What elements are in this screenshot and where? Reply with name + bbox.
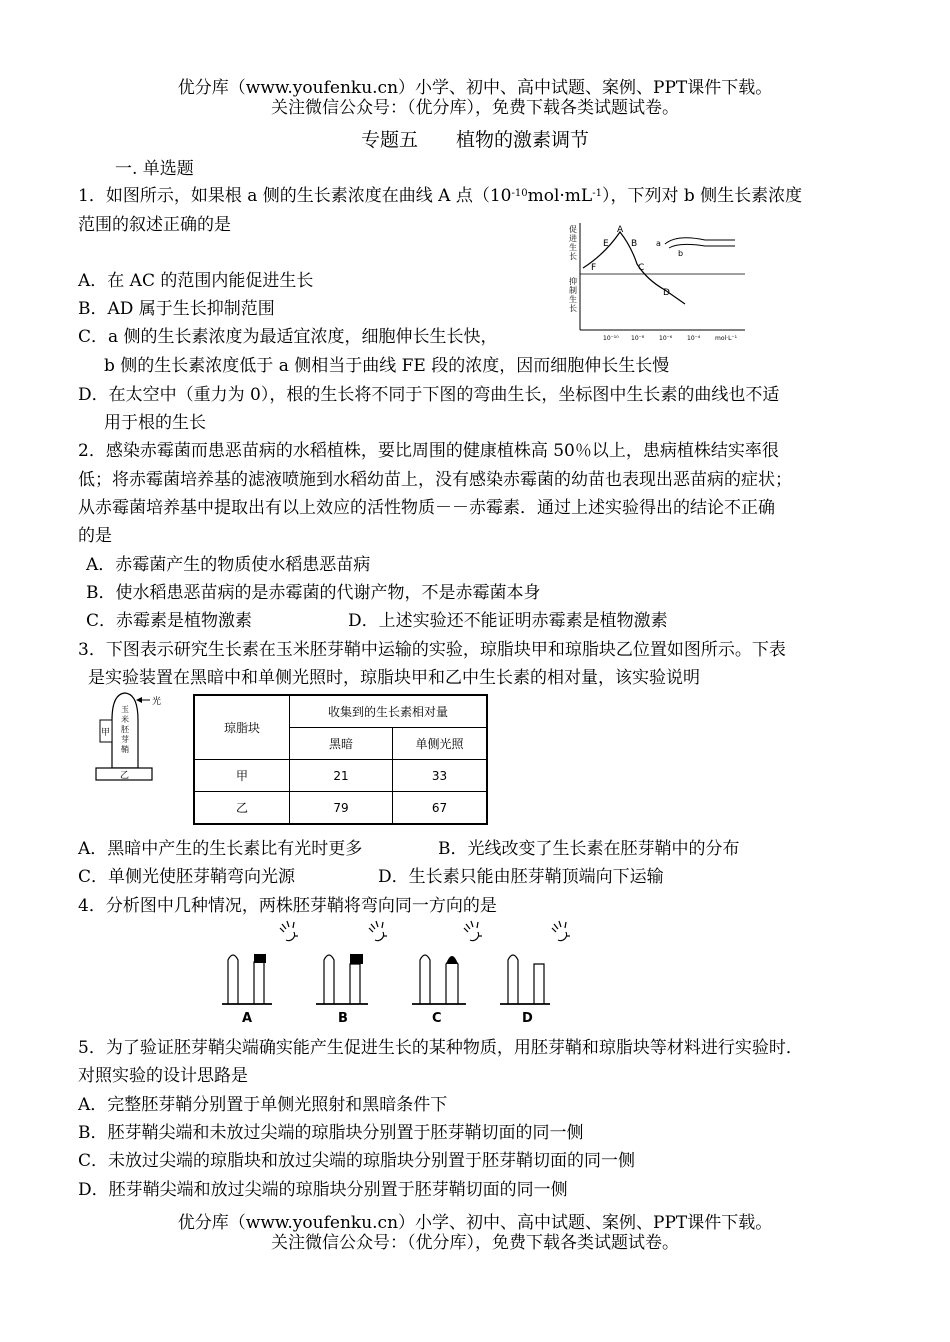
tick-1: 10⁻¹⁰ bbox=[603, 335, 619, 342]
q2-stem-2: 低；将赤霉菌培养基的滤液喷施到水稻幼苗上，没有感染赤霉菌的幼苗也表现出恶苗病的症状； bbox=[78, 470, 792, 490]
coleoptile-a1 bbox=[228, 955, 238, 1004]
tick-4: 10⁻⁴ bbox=[687, 335, 701, 342]
light-source-icon bbox=[552, 921, 570, 941]
q3-option-a: A．黑暗中产生的生长素比有光时更多 bbox=[78, 839, 363, 859]
tick-3: 10⁻⁶ bbox=[659, 335, 673, 342]
q5-option-a: A．完整胚芽鞘分别置于单侧光照射和黑暗条件下 bbox=[78, 1095, 448, 1115]
coleoptile-d2 bbox=[534, 964, 544, 1004]
q5-stem-1: 5．为了验证胚芽鞘尖端确实能产生促进生长的某种物质，用胚芽鞘和琼脂块等材料进行实验时． bbox=[78, 1038, 803, 1058]
q3-option-b: B．光线改变了生长素在胚芽鞘中的分布 bbox=[438, 839, 740, 859]
tip-c bbox=[446, 956, 458, 964]
graph-ylabel-bottom: 抑制生长 bbox=[569, 277, 577, 313]
light-label: 光 bbox=[152, 697, 162, 707]
q5-option-c: C．未放过尖端的琼脂块和放过尖端的琼脂块分别置于胚芽鞘切面的同一侧 bbox=[78, 1151, 636, 1171]
q2-option-b: B．使水稻患恶苗病的是赤霉菌的代谢产物，不是赤霉菌本身 bbox=[86, 583, 541, 603]
point-A: A bbox=[617, 225, 624, 235]
q2-stem-3: 从赤霉菌培养基中提取出有以上效应的活性物质－－赤霉素．通过上述实验得出的结论不正确 bbox=[78, 498, 775, 518]
root-b-label: b bbox=[678, 249, 684, 258]
q1-stem-2: 范围的叙述正确的是 bbox=[78, 215, 231, 235]
point-B: B bbox=[631, 239, 638, 249]
section-heading: 一. 单选题 bbox=[115, 159, 194, 179]
q1-option-c-2: b 侧的生长素浓度低于 a 侧相当于曲线 FE 段的浓度，因而细胞伸长生长慢 bbox=[104, 356, 670, 376]
auxin-table bbox=[193, 694, 488, 825]
root-sketch bbox=[665, 238, 735, 248]
table-header-dark: 黑暗 bbox=[290, 728, 393, 760]
q3-stem-1: 3．下图表示研究生长素在玉米胚芽鞘中运输的实验，琼脂块甲和琼脂块乙位置如图所示。下表 bbox=[78, 640, 786, 660]
q3-stem-2: 是实验装置在黑暗中和单侧光照时，琼脂块甲和乙中生长素的相对量，该实验说明 bbox=[88, 668, 700, 688]
coleoptile-b2 bbox=[350, 964, 360, 1004]
coleoptile-c2 bbox=[446, 960, 458, 1004]
point-D: D bbox=[663, 288, 670, 298]
q1-option-c: C．a 侧的生长素浓度为最适宜浓度，细胞伸长生长快， bbox=[78, 327, 498, 347]
q2-stem-1: 2．感染赤霉菌而患恶苗病的水稻植株，要比周围的健康植株高 50％以上，患病植株结实率很 bbox=[78, 441, 779, 461]
table-row: 甲 21 33 bbox=[194, 760, 487, 792]
label-d: D bbox=[522, 1011, 533, 1026]
q5-option-d: D．胚芽鞘尖端和放过尖端的琼脂块分别置于胚芽鞘切面的同一侧 bbox=[78, 1180, 568, 1200]
q4-figure bbox=[220, 918, 580, 1028]
light-source-icon bbox=[280, 921, 298, 941]
q1-stem: 1．如图所示，如果根 a 侧的生长素浓度在曲线 A 点$(10^{-10}mol\cdot mL^{-1})$，下列对 b 侧生长素浓度 bbox=[78, 186, 803, 206]
agar-block-b bbox=[350, 954, 363, 964]
q3-option-d: D．生长素只能由胚芽鞘顶端向下运输 bbox=[378, 867, 664, 887]
q5-stem-2: 对照实验的设计思路是 bbox=[78, 1066, 248, 1086]
table-header-block: 琼脂块 bbox=[194, 695, 290, 760]
q2-stem-4: 的是 bbox=[78, 526, 112, 546]
tick-2: 10⁻⁸ bbox=[631, 335, 645, 342]
q3-option-c: C．单侧光使胚芽鞘弯向光源 bbox=[78, 867, 296, 887]
q1-option-b: B．AD 属于生长抑制范围 bbox=[78, 299, 275, 319]
table-row: 乙 79 67 bbox=[194, 792, 487, 825]
q1-option-a: A．在 AC 的范围内能促进生长 bbox=[78, 271, 314, 291]
table-header-auxin: 收集到的生长素相对量 bbox=[290, 695, 488, 728]
coleoptile-a2 bbox=[254, 962, 264, 1004]
header-line-1: 优分库（www.youfenku.cn）小学、初中、高中试题、案例、PPT课件下载。 bbox=[177, 78, 773, 98]
graph-ylabel-top: 促进生长 bbox=[569, 225, 577, 261]
q5-option-b: B．胚芽鞘尖端和未放过尖端的琼脂块分别置于胚芽鞘切面的同一侧 bbox=[78, 1123, 584, 1143]
header-line-2: 关注微信公众号：（优分库），免费下载各类试题试卷。 bbox=[271, 98, 679, 118]
footer-line-1: 优分库（www.youfenku.cn）小学、初中、高中试题、案例、PPT课件下载。 bbox=[177, 1213, 773, 1233]
coleoptile-b1 bbox=[324, 955, 334, 1004]
agar-block-a bbox=[254, 954, 266, 963]
q4-stem: 4．分析图中几种情况，两株胚芽鞘将弯向同一方向的是 bbox=[78, 896, 497, 916]
point-C: C bbox=[638, 263, 645, 273]
q2-option-c: C．赤霉素是植物激素 bbox=[86, 611, 253, 631]
table-header-light: 单侧光照 bbox=[393, 728, 488, 760]
root-a-label: a bbox=[656, 239, 661, 248]
q1-option-d-2: 用于根的生长 bbox=[104, 413, 206, 433]
footer-line-2: 关注微信公众号：（优分库），免费下载各类试题试卷。 bbox=[271, 1233, 679, 1253]
point-E: E bbox=[603, 239, 609, 249]
label-c: C bbox=[432, 1011, 442, 1026]
coleoptile-figure bbox=[90, 690, 175, 782]
q1-option-d: D．在太空中（重力为 0），根的生长将不同于下图的弯曲生长，坐标图中生长素的曲线也不适 bbox=[78, 385, 780, 405]
light-source-icon bbox=[464, 921, 482, 941]
coleoptile-c1 bbox=[420, 955, 430, 1004]
q2-option-d: D．上述实验还不能证明赤霉素是植物激素 bbox=[348, 611, 668, 631]
point-F: F bbox=[591, 263, 597, 273]
yi-label: 乙 bbox=[120, 771, 130, 781]
auxin-curve-graph bbox=[565, 218, 755, 343]
label-a: A bbox=[242, 1011, 253, 1026]
coleoptile-label: 玉米胚芽鞘 bbox=[121, 705, 129, 754]
label-b: B bbox=[338, 1011, 348, 1026]
light-source-icon bbox=[369, 921, 387, 941]
jia-label: 甲 bbox=[101, 728, 111, 738]
tick-unit: mol·L⁻¹ bbox=[715, 335, 738, 342]
q2-option-a: A．赤霉菌产生的物质使水稻患恶苗病 bbox=[86, 555, 371, 575]
page-title: 专题五 植物的激素调节 bbox=[360, 129, 589, 151]
coleoptile-d1 bbox=[508, 955, 518, 1004]
